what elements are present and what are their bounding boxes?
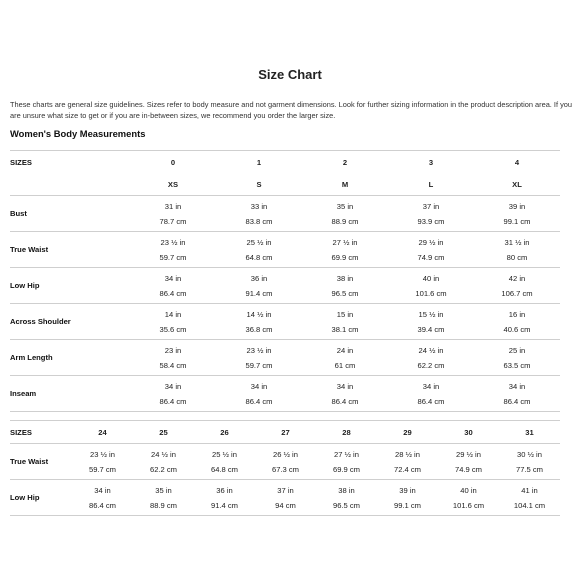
value-centimeters: 40.6 cm bbox=[503, 324, 531, 334]
letter-size-header: M bbox=[341, 179, 349, 189]
value-inches: 24 ½ in bbox=[418, 345, 444, 355]
measurement-cell bbox=[72, 480, 133, 516]
measurement-cell bbox=[388, 376, 474, 412]
value-centimeters: 86.4 cm bbox=[88, 500, 116, 510]
measurement-cell bbox=[216, 196, 302, 232]
size-header: 2 bbox=[302, 151, 388, 174]
value-centimeters: 64.8 cm bbox=[245, 252, 273, 262]
size-header: 27 bbox=[255, 421, 316, 444]
value-inches: 29 ½ in bbox=[418, 237, 444, 247]
measurement-cell bbox=[302, 340, 388, 376]
size-header: 28 bbox=[316, 421, 377, 444]
value-centimeters: 94 cm bbox=[275, 500, 296, 510]
measurement-cell bbox=[388, 268, 474, 304]
value-inches: 39 in bbox=[399, 485, 416, 495]
size-table-numeric-sizes bbox=[10, 420, 560, 516]
measurement-cell bbox=[194, 480, 255, 516]
measurement-cell bbox=[255, 480, 316, 516]
size-header: 1 bbox=[216, 151, 302, 174]
measurement-cell bbox=[130, 376, 216, 412]
value-inches: 27 ½ in bbox=[332, 237, 358, 247]
value-centimeters: 86.4 cm bbox=[331, 396, 359, 406]
value-inches: 15 ½ in bbox=[418, 309, 444, 319]
measurement-cell bbox=[474, 232, 560, 268]
value-inches: 27 ½ in bbox=[334, 449, 359, 459]
value-centimeters: 62.2 cm bbox=[149, 464, 177, 474]
value-centimeters: 86.4 cm bbox=[417, 396, 445, 406]
value-centimeters: 86.4 cm bbox=[245, 396, 273, 406]
measurement-label: Low Hip bbox=[10, 268, 130, 304]
measurement-cell bbox=[72, 444, 133, 480]
measurement-cell bbox=[216, 340, 302, 376]
measurement-cell bbox=[377, 444, 438, 480]
value-inches: 23 ½ in bbox=[246, 345, 272, 355]
value-inches: 34 in bbox=[164, 273, 182, 283]
value-centimeters: 58.4 cm bbox=[159, 360, 187, 370]
table-row bbox=[10, 232, 560, 268]
value-inches: 30 ½ in bbox=[517, 449, 542, 459]
value-centimeters: 101.6 cm bbox=[452, 500, 485, 510]
value-centimeters: 99.1 cm bbox=[503, 216, 531, 226]
measurement-cell bbox=[499, 444, 560, 480]
measurement-cell bbox=[377, 480, 438, 516]
value-inches: 34 in bbox=[164, 381, 182, 391]
value-centimeters: 59.7 cm bbox=[88, 464, 116, 474]
section-title: Women's Body Measurements bbox=[10, 128, 146, 139]
size-header: 25 bbox=[133, 421, 194, 444]
measurement-label: True Waist bbox=[10, 444, 72, 480]
sizes-label: SIZES bbox=[10, 151, 130, 174]
value-inches: 24 in bbox=[336, 345, 354, 355]
measurement-cell bbox=[216, 232, 302, 268]
measurement-cell bbox=[438, 444, 499, 480]
measurement-cell bbox=[388, 196, 474, 232]
table-row bbox=[10, 376, 560, 412]
measurement-cell bbox=[302, 268, 388, 304]
value-centimeters: 63.5 cm bbox=[503, 360, 531, 370]
value-centimeters: 96.5 cm bbox=[331, 288, 359, 298]
value-centimeters: 74.9 cm bbox=[454, 464, 482, 474]
value-centimeters: 86.4 cm bbox=[159, 396, 187, 406]
measurement-cell bbox=[388, 232, 474, 268]
value-centimeters: 83.8 cm bbox=[245, 216, 273, 226]
value-centimeters: 59.7 cm bbox=[245, 360, 273, 370]
sizes-header-row bbox=[10, 421, 560, 444]
letter-size-header: XS bbox=[167, 179, 179, 189]
measurement-label: Arm Length bbox=[10, 340, 130, 376]
value-inches: 40 in bbox=[460, 485, 477, 495]
value-centimeters: 80 cm bbox=[506, 252, 528, 262]
measurement-cell bbox=[216, 304, 302, 340]
table-row bbox=[10, 196, 560, 232]
value-centimeters: 78.7 cm bbox=[159, 216, 187, 226]
size-header: 30 bbox=[438, 421, 499, 444]
value-inches: 14 ½ in bbox=[246, 309, 272, 319]
value-centimeters: 74.9 cm bbox=[417, 252, 445, 262]
measurement-cell bbox=[474, 340, 560, 376]
value-inches: 38 in bbox=[338, 485, 355, 495]
sizes-label: SIZES bbox=[10, 421, 72, 444]
value-centimeters: 64.8 cm bbox=[210, 464, 238, 474]
value-inches: 37 in bbox=[422, 201, 440, 211]
size-header: 3 bbox=[388, 151, 474, 174]
value-centimeters: 69.9 cm bbox=[332, 464, 360, 474]
letter-size-header: S bbox=[256, 179, 262, 189]
value-inches: 40 in bbox=[422, 273, 440, 283]
measurement-cell bbox=[130, 232, 216, 268]
value-inches: 23 in bbox=[164, 345, 182, 355]
value-inches: 25 in bbox=[508, 345, 526, 355]
measurement-label: Low Hip bbox=[10, 480, 72, 516]
value-inches: 29 ½ in bbox=[456, 449, 481, 459]
measurement-cell bbox=[388, 304, 474, 340]
value-inches: 36 in bbox=[250, 273, 268, 283]
letter-sizes-row bbox=[10, 173, 560, 196]
measurement-cell bbox=[316, 444, 377, 480]
value-inches: 31 in bbox=[164, 201, 182, 211]
value-inches: 16 in bbox=[508, 309, 526, 319]
value-inches: 31 ½ in bbox=[504, 237, 530, 247]
measurement-cell bbox=[474, 376, 560, 412]
measurement-cell bbox=[316, 480, 377, 516]
table-row bbox=[10, 444, 560, 480]
value-inches: 34 in bbox=[250, 381, 268, 391]
measurement-cell bbox=[474, 268, 560, 304]
measurement-label: Inseam bbox=[10, 376, 130, 412]
value-inches: 25 ½ in bbox=[246, 237, 272, 247]
measurement-cell bbox=[474, 196, 560, 232]
value-centimeters: 38.1 cm bbox=[331, 324, 359, 334]
measurement-cell bbox=[388, 340, 474, 376]
measurement-cell bbox=[130, 340, 216, 376]
value-centimeters: 36.8 cm bbox=[245, 324, 273, 334]
table-row bbox=[10, 340, 560, 376]
intro-text: These charts are general size guidelines. Sizes refer to body measure and not garment dimensions. Look for further sizing information in the product description area. If you are unsure what size to get or if you are in-between sizes, we recommend you order the larger size. bbox=[10, 100, 572, 120]
value-centimeters: 86.4 cm bbox=[503, 396, 531, 406]
value-inches: 36 in bbox=[216, 485, 233, 495]
size-header: 24 bbox=[72, 421, 133, 444]
size-header: 29 bbox=[377, 421, 438, 444]
value-centimeters: 39.4 cm bbox=[417, 324, 445, 334]
measurement-cell bbox=[216, 268, 302, 304]
value-inches: 26 ½ in bbox=[273, 449, 298, 459]
measurement-cell bbox=[438, 480, 499, 516]
value-inches: 42 in bbox=[508, 273, 526, 283]
size-header: 4 bbox=[474, 151, 560, 174]
value-centimeters: 88.9 cm bbox=[149, 500, 177, 510]
value-inches: 38 in bbox=[336, 273, 354, 283]
value-inches: 23 ½ in bbox=[90, 449, 115, 459]
measurement-cell bbox=[474, 304, 560, 340]
size-header: 31 bbox=[499, 421, 560, 444]
table-row bbox=[10, 480, 560, 516]
value-centimeters: 69.9 cm bbox=[331, 252, 359, 262]
value-inches: 15 in bbox=[336, 309, 354, 319]
measurement-cell bbox=[302, 304, 388, 340]
value-inches: 34 in bbox=[508, 381, 526, 391]
value-centimeters: 106.7 cm bbox=[501, 288, 533, 298]
value-centimeters: 91.4 cm bbox=[245, 288, 273, 298]
value-inches: 37 in bbox=[277, 485, 294, 495]
size-header: 26 bbox=[194, 421, 255, 444]
value-centimeters: 96.5 cm bbox=[332, 500, 360, 510]
value-centimeters: 88.9 cm bbox=[331, 216, 359, 226]
value-centimeters: 104.1 cm bbox=[513, 500, 546, 510]
page-title: Size Chart bbox=[258, 67, 322, 82]
size-table-letter-sizes bbox=[10, 150, 560, 412]
value-centimeters: 101.6 cm bbox=[415, 288, 447, 298]
value-centimeters: 59.7 cm bbox=[159, 252, 187, 262]
value-inches: 34 in bbox=[94, 485, 111, 495]
measurement-cell bbox=[255, 444, 316, 480]
value-inches: 25 ½ in bbox=[212, 449, 237, 459]
value-inches: 33 in bbox=[250, 201, 268, 211]
letter-size-header: XL bbox=[512, 179, 522, 189]
value-centimeters: 91.4 cm bbox=[210, 500, 238, 510]
measurement-label: Across Shoulder bbox=[10, 304, 130, 340]
measurement-label: Bust bbox=[10, 196, 130, 232]
value-inches: 35 in bbox=[155, 485, 172, 495]
sizes-header-row bbox=[10, 151, 560, 174]
value-centimeters: 77.5 cm bbox=[515, 464, 543, 474]
measurement-cell bbox=[130, 304, 216, 340]
value-inches: 34 in bbox=[422, 381, 440, 391]
value-centimeters: 62.2 cm bbox=[417, 360, 445, 370]
measurement-cell bbox=[133, 480, 194, 516]
value-inches: 41 in bbox=[521, 485, 538, 495]
measurement-cell bbox=[302, 232, 388, 268]
measurement-cell bbox=[130, 268, 216, 304]
measurement-cell bbox=[216, 376, 302, 412]
value-centimeters: 86.4 cm bbox=[159, 288, 187, 298]
size-header: 0 bbox=[130, 151, 216, 174]
value-inches: 28 ½ in bbox=[395, 449, 420, 459]
value-centimeters: 72.4 cm bbox=[393, 464, 421, 474]
value-inches: 35 in bbox=[336, 201, 354, 211]
table-row bbox=[10, 304, 560, 340]
value-inches: 14 in bbox=[164, 309, 182, 319]
value-centimeters: 35.6 cm bbox=[159, 324, 187, 334]
measurement-label: True Waist bbox=[10, 232, 130, 268]
measurement-cell bbox=[302, 376, 388, 412]
table-row bbox=[10, 268, 560, 304]
value-centimeters: 93.9 cm bbox=[417, 216, 445, 226]
measurement-cell bbox=[130, 196, 216, 232]
measurement-cell bbox=[133, 444, 194, 480]
measurement-cell bbox=[194, 444, 255, 480]
letter-sizes-blank bbox=[10, 173, 130, 196]
value-centimeters: 61 cm bbox=[334, 360, 356, 370]
value-inches: 24 ½ in bbox=[151, 449, 176, 459]
value-centimeters: 99.1 cm bbox=[393, 500, 421, 510]
value-inches: 23 ½ in bbox=[160, 237, 186, 247]
letter-size-header: L bbox=[428, 179, 434, 189]
value-inches: 39 in bbox=[508, 201, 526, 211]
value-inches: 34 in bbox=[336, 381, 354, 391]
measurement-cell bbox=[302, 196, 388, 232]
measurement-cell bbox=[499, 480, 560, 516]
value-centimeters: 67.3 cm bbox=[271, 464, 299, 474]
